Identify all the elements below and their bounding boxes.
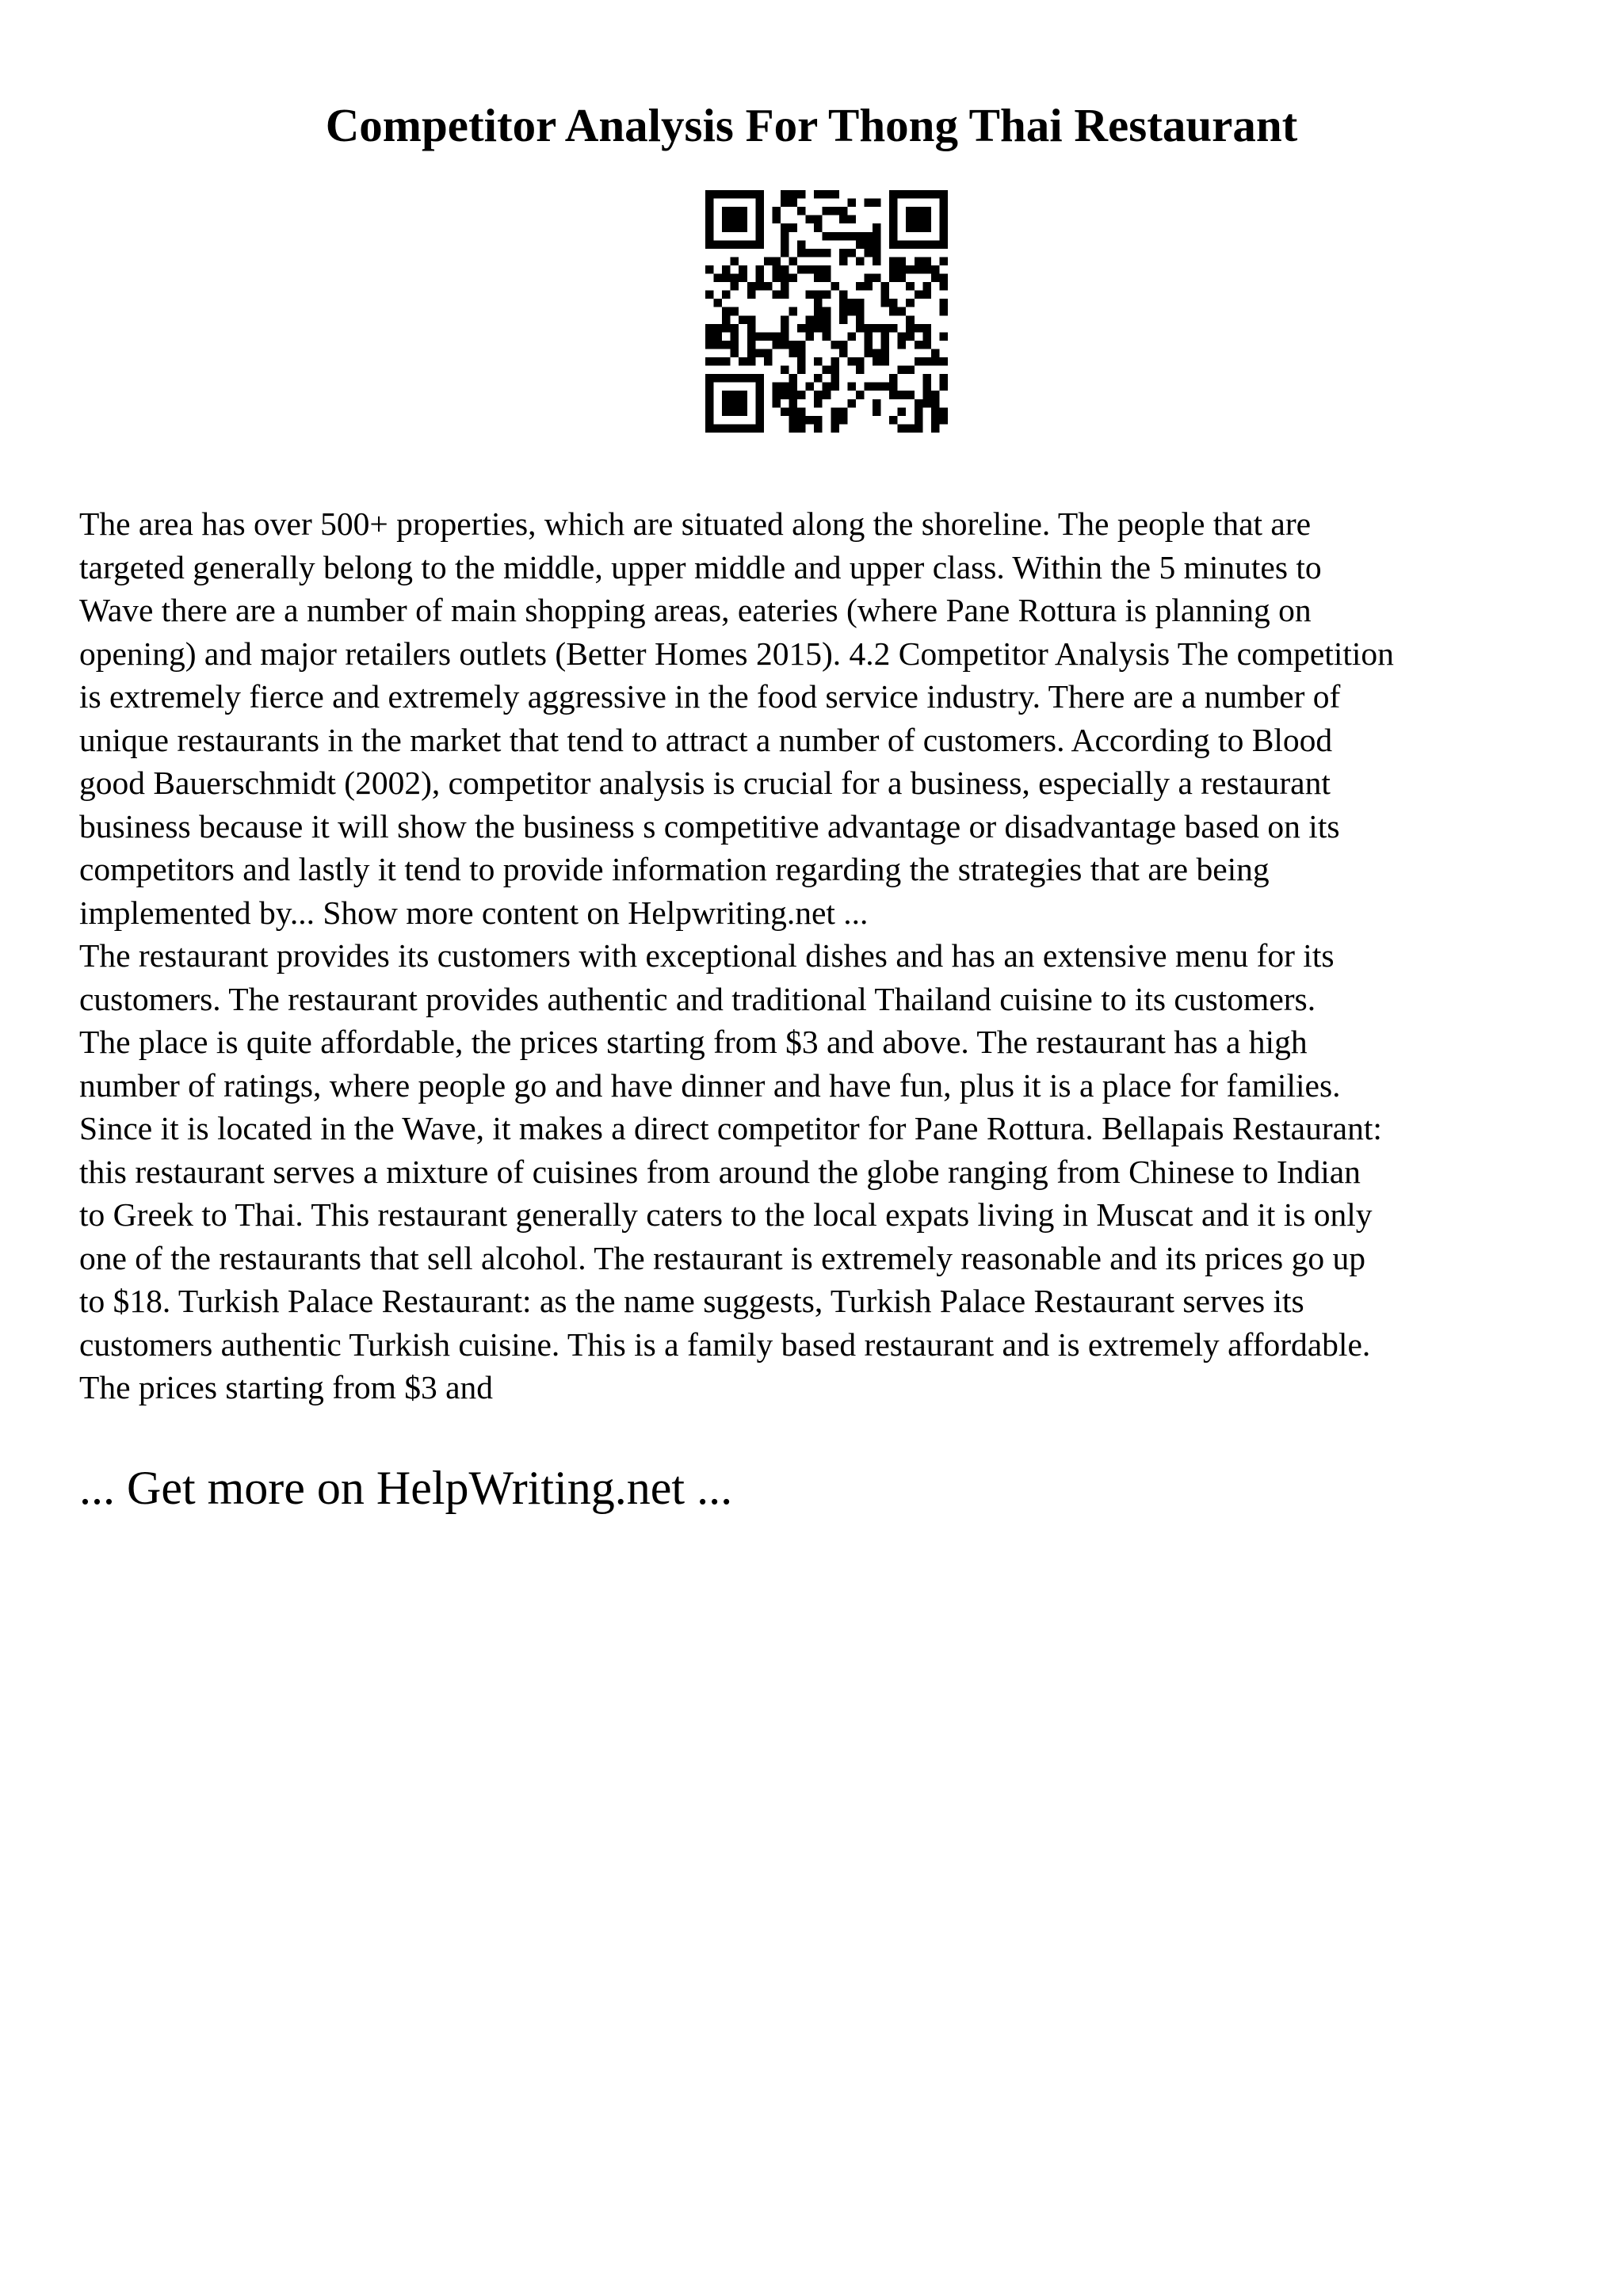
document-body — [79, 502, 1569, 1409]
paragraph-competitor-intro: The area has over 500+ properties, which are situated along the shoreline. The people that are targeted generally belong to the middle, upper middle and upper class. Within the 5 minutes to Wave there are a number of main shopping areas, eateries (where Pane Rottura is planning on opening) and major retailers outlets (Better Homes 2015). 4.2 Competitor Analysis The competition is extremely fierce and extremely aggressive in the food service industry. There are a number of unique restaurants in the market that tend to attract a number of customers. According to Blood good Bauerschmidt (2002), competitor analysis is crucial for a business, especially a restaurant business because it will show the business s competitive advantage or disadvantage based on its competitors and lastly it tend to provide information regarding the strategies that are being implemented by... Show more content on Helpwriting.net ... — [79, 505, 1394, 931]
page-title: Competitor Analysis For Thong Thai Restaurant — [325, 99, 1298, 151]
get-more-link[interactable]: ... Get more on HelpWriting.net ... — [79, 1462, 733, 1514]
paragraph-competitor-details: The restaurant provides its customers with exceptional dishes and has an extensive menu for its customers. The restaurant provides authentic and traditional Thailand cuisine to its customers. The place is quite affordable, the prices starting from $3 and above. The restaurant has a high number of ratings, where people go and have dinner and have fun, plus it is a place for families. Since it is located in the Wave, it makes a direct competitor for Pane Rottura. Bellapais Restaurant: this restaurant serves a mixture of cuisines from around the globe ranging from Chinese to Indian to Greek to Thai. This restaurant generally caters to the local expats living in Muscat and it is only one of the restaurants that sell alcohol. The restaurant is extremely reasonable and its prices go up to $18. Turkish Palace Restaurant: as the name suggests, Turkish Palace Restaurant serves its customers authentic Turkish cuisine. This is a family based restaurant and is extremely affordable. The prices starting from $3 and — [79, 937, 1382, 1405]
qr-code-icon[interactable] — [705, 190, 948, 433]
